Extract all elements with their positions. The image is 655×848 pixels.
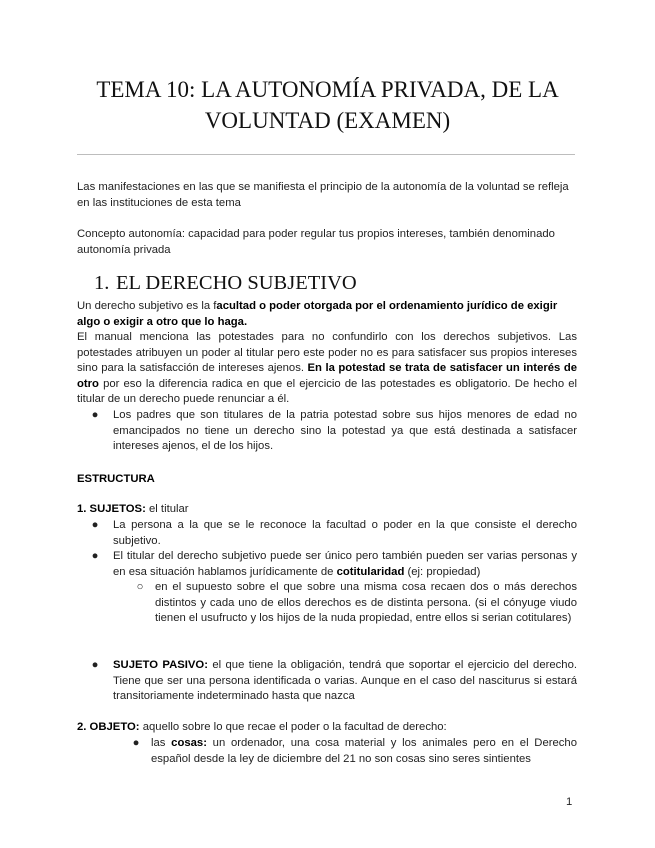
document-title: TEMA 10: LA AUTONOMÍA PRIVADA, DE LA VOLUNTAD (EXAMEN) xyxy=(96,77,559,133)
sub-bullet-icon: ○ xyxy=(136,581,144,593)
section-number: 1. xyxy=(94,272,110,294)
bullet-text xyxy=(151,736,577,767)
sujeto-pasivo-text: el que tiene la obligación, tendrá que soportar el ejercicio del derecho. Tiene que ser una persona identificada o varias. Aunque en el caso del nasciturus si estará transitoriamente indeterminado hasta que nazca xyxy=(113,659,577,703)
intro-paragraph: Las manifestaciones en las que se manifiesta el principio de la autonomía de la voluntad se refleja en las instituciones de esta tema xyxy=(77,181,569,209)
cotitularidad-pre-text: El titular del derecho subjetivo puede ser único pero también pueden ser varias personas y en esa situación hablamos jurídicamente de xyxy=(113,550,577,578)
bullet-text xyxy=(113,658,577,705)
title-divider xyxy=(77,154,575,155)
sub-bullet-text: en el supuesto sobre el que sobre una misma cosa recaen dos o más derechos distintos y cada uno de ellos derechos es de distinta persona. (si el cónyuge viudo tienen el usufructo y los hijos de la nuda propiedad, entre ellos si serian cotitulares) xyxy=(155,581,577,625)
section-title: EL DERECHO SUBJETIVO xyxy=(116,272,357,294)
bullet-icon: ● xyxy=(91,519,99,531)
objeto-label: 2. OBJETO: xyxy=(77,721,140,733)
potestades-bold-text: En la potestad se trata de satisfacer un interés de otro xyxy=(77,362,578,390)
potestades-text: El manual menciona las potestades para no confundirlo con los derechos subjetivos. Las potestades atribuyen un poder al titular pero este poder no es para satisfacer sus propios intereses sino para la satisfacción de intereses ajenos. xyxy=(77,331,577,375)
bullet-icon: ● xyxy=(132,737,140,749)
bullet-text xyxy=(113,549,577,580)
bullet-icon: ● xyxy=(91,550,99,562)
cosas-bold-text: cosas: xyxy=(171,737,207,749)
estructura-heading: ESTRUCTURA xyxy=(77,473,155,485)
definition-paragraph xyxy=(77,299,577,330)
potestades-tail-text: por eso la diferencia radica en que el ejercicio de las potestades es obligatorio. De hecho el titular de un derecho puede renunciar a él. xyxy=(77,377,577,406)
potestades-paragraph xyxy=(77,330,577,408)
sujetos-label: 1. SUJETOS: xyxy=(77,503,146,515)
objeto-heading xyxy=(77,720,577,736)
sujetos-text: el titular xyxy=(145,503,189,515)
cosas-pre-text: las xyxy=(151,737,172,749)
cotitularidad-bold-text: cotitularidad xyxy=(336,565,405,578)
bullet-text: Los padres que son titulares de la patria potestad sobre sus hijos menores de edad no emancipados no tiene un derecho sino la potestad ya que está destinada a satisfacer intereses ajenos, el de los hijos. xyxy=(113,409,577,453)
sujetos-heading xyxy=(77,502,577,518)
page-number: 1 xyxy=(566,796,573,808)
bullet-icon: ● xyxy=(91,409,99,421)
definition-bold-text: acultad o poder otorgada por el ordenamiento jurídico de exigir algo o exigir a otro que lo haga. xyxy=(77,300,558,328)
concept-paragraph: Concepto autonomía: capacidad para poder regular tus propios intereses, también denominado autonomía privada xyxy=(77,228,555,256)
bullet-icon: ● xyxy=(91,659,99,671)
cotitularidad-post-text: (ej: propiedad) xyxy=(404,565,481,578)
bullet-text: La persona a la que se le reconoce la facultad o poder en la que consiste el derecho subjetivo. xyxy=(113,519,577,547)
objeto-text: aquello sobre lo que recae el poder o la facultad de derecho: xyxy=(139,721,447,733)
sujeto-pasivo-label: SUJETO PASIVO: xyxy=(113,659,208,671)
definition-text: Un derecho subjetivo es la f xyxy=(77,300,217,312)
cosas-post-text: un ordenador, una cosa material y los animales pero en el Derecho español desde la ley de diciembre del 21 no son cosas sino seres sintientes xyxy=(151,737,577,765)
